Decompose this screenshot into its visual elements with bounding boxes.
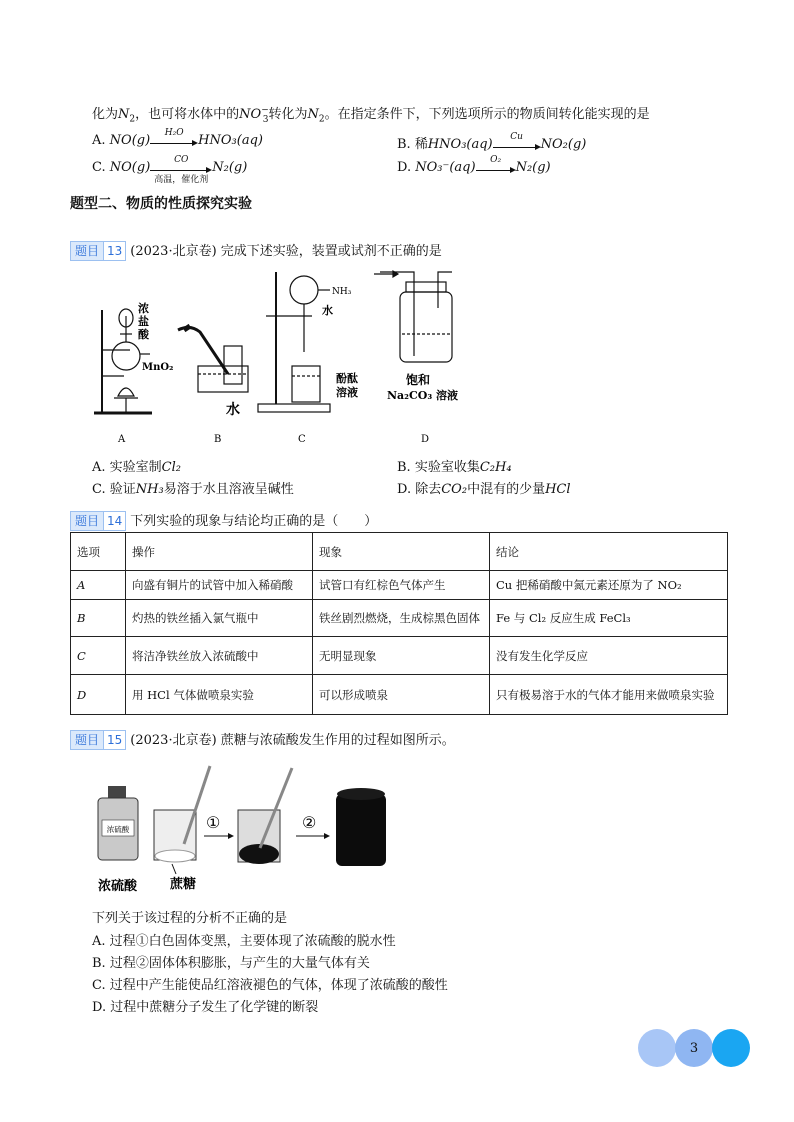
question-number: 15 (104, 730, 126, 750)
option-d: D. NO₃⁻(aq) O₂ N₂(g) (397, 154, 551, 175)
q15-question: 下列关于该过程的分析不正确的是 (92, 911, 288, 926)
carbon-column (336, 788, 386, 866)
sugar-beaker (154, 766, 210, 862)
apparatus-c (258, 272, 330, 412)
table-header-row (71, 533, 728, 571)
label-acid: 酸 (138, 328, 149, 341)
label-water-c: 水 (322, 304, 333, 317)
apparatus-d (374, 271, 452, 362)
question-intro: 化为$N_2$，也可将水体中的$NO^-_3$转化为$N_2$。在指定条件下，下列选项所示的物质间转化能实现的是 (92, 105, 650, 125)
apparatus-b (178, 326, 248, 392)
label-saturated: 饱和 (406, 373, 431, 387)
label-acid: 浓硫酸 (98, 879, 138, 894)
table-row: B 灼热的铁丝插入氯气瓶中 铁丝剧烈燃烧，生成棕黑色固体 Fe 与 Cl₂ 反应生成 FeCl₃ (71, 600, 728, 637)
reaction-arrow: O₂ (476, 161, 516, 175)
label-water: 水 (226, 402, 240, 418)
q13-option-c: C. 验证NH₃易溶于水且溶液呈碱性 (92, 482, 294, 497)
label-conc: 浓 (138, 302, 149, 315)
black-beaker (238, 768, 292, 864)
caption-d: D (421, 434, 430, 445)
apparatus-figure (80, 268, 480, 448)
label-mno2: MnO₂ (142, 362, 174, 373)
reaction-arrow: CO 高温，催化剂 (150, 161, 212, 175)
header-conclusion: 结论 (490, 533, 728, 571)
question-tag: 题目 (70, 511, 104, 531)
label-phenol: 酚酞 (336, 372, 358, 385)
question-number: 14 (104, 511, 126, 531)
option-c: C. NO(g) CO 高温，催化剂 N₂(g) (92, 154, 248, 185)
q15-option-a: A. 过程①白色固体变黑，主要体现了浓硫酸的脱水性 (92, 934, 396, 949)
option-a: A. NO(g) H₂O HNO₃(aq) (92, 127, 263, 148)
header-phenomenon: 现象 (313, 533, 490, 571)
experiment-table (70, 532, 728, 715)
q13-stem: 题目 13 (2023·北京卷) 完成下述实验，装置或试剂不正确的是 (70, 240, 442, 261)
acid-bottle (98, 786, 138, 860)
option-b: B. 稀HNO₃(aq) Cu NO₂(g) (397, 131, 587, 152)
label-solution: 溶液 (336, 386, 358, 399)
label-nh3: NH₃ (332, 287, 352, 297)
question-number: 13 (104, 241, 126, 261)
label-na2co3: Na₂CO₃ 溶液 (387, 389, 458, 402)
table-row: D 用 HCl 气体做喷泉实验 可以形成喷泉 只有极易溶于水的气体才能用来做喷泉实验 (71, 675, 728, 715)
q15-stem: 题目 15 (2023·北京卷) 蔗糖与浓硫酸发生作用的过程如图所示。 (70, 729, 455, 750)
q13-option-a: A. 实验室制Cl₂ (92, 460, 181, 475)
caption-a: A (118, 434, 126, 445)
table-row: A 向盛有铜片的试管中加入稀硝酸 试管口有红棕色气体产生 Cu 把稀硝酸中氮元素还原为了 NO₂ (71, 571, 728, 600)
section-title: 题型二、物质的性质探究实验 (70, 196, 252, 212)
caption-c: C (298, 434, 306, 445)
q14-stem: 题目 14 下列实验的现象与结论均正确的是（ ） (70, 510, 377, 531)
reaction-arrow: Cu (493, 138, 541, 152)
step-1: ① (206, 813, 221, 832)
caption-b: B (214, 434, 222, 445)
q15-option-c: C. 过程中产生能使品红溶液褪色的气体，体现了浓硫酸的酸性 (92, 978, 448, 993)
page-number: 3 (675, 1029, 713, 1067)
table-row: C 将洁净铁丝放入浓硫酸中 无明显现象 没有发生化学反应 (71, 637, 728, 675)
sugar-reaction-figure (92, 752, 402, 902)
q13-option-b: B. 实验室收集C₂H₄ (397, 460, 512, 475)
q13-option-d: D. 除去CO₂中混有的少量HCl (397, 482, 571, 497)
header-option: 选项 (71, 533, 126, 571)
label-hcl: 盐 (138, 315, 149, 328)
bottle-label: 浓硫酸 (106, 825, 130, 834)
label-sugar: 蔗糖 (170, 877, 197, 892)
reaction-arrow: H₂O (150, 134, 198, 148)
header-operation: 操作 (126, 533, 313, 571)
q15-option-d: D. 过程中蔗糖分子发生了化学键的断裂 (92, 1000, 319, 1015)
step-2: ② (302, 813, 317, 832)
page-circle-dark (712, 1029, 750, 1067)
question-tag: 题目 (70, 241, 104, 261)
question-tag: 题目 (70, 730, 104, 750)
q15-option-b: B. 过程②固体体积膨胀，与产生的大量气体有关 (92, 956, 370, 971)
page-circle-light (638, 1029, 676, 1067)
